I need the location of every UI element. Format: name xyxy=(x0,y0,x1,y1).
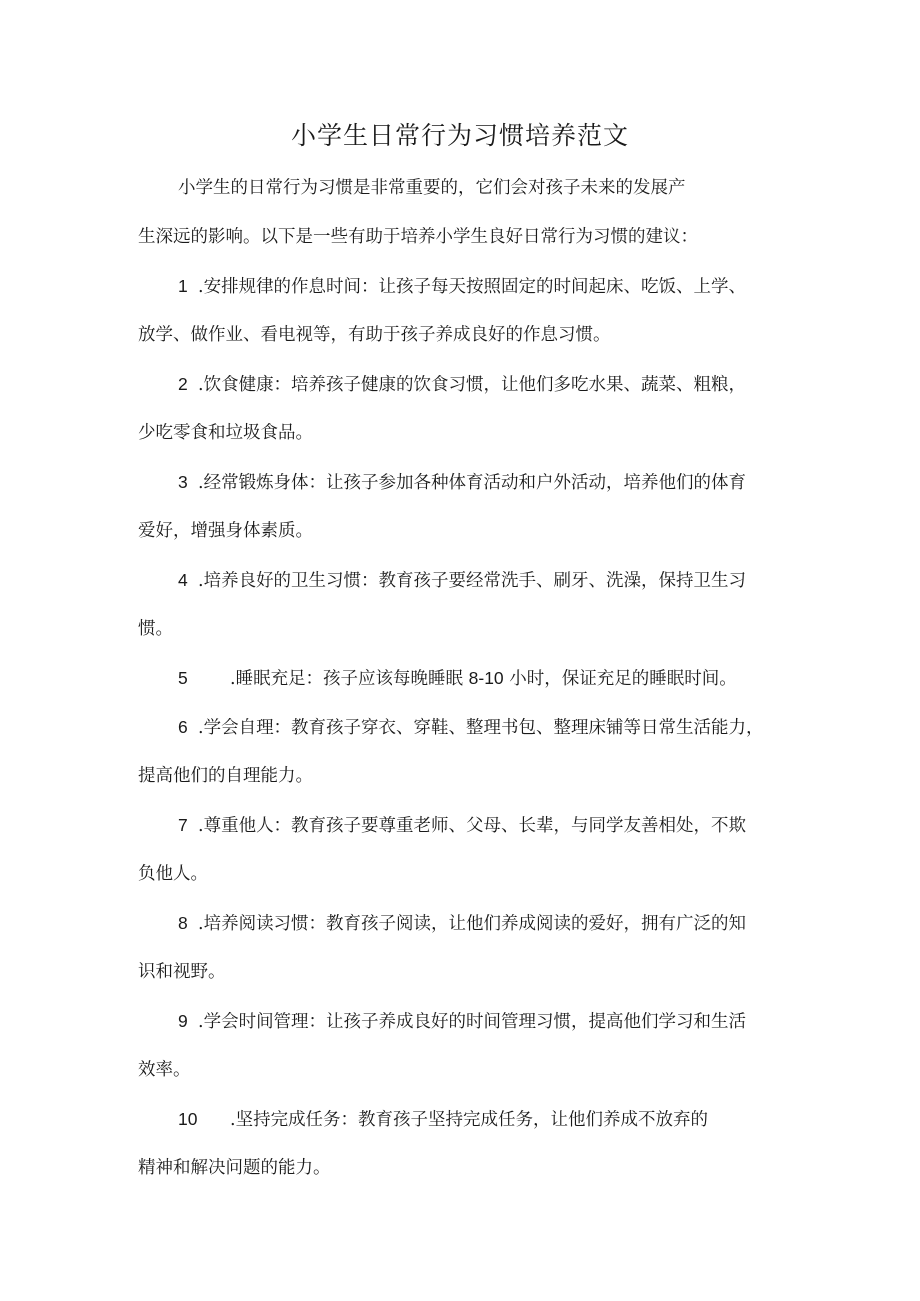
item-text: .坚持完成任务：教育孩子坚持完成任务，让他们养成不放弃的 xyxy=(230,1110,709,1130)
item-text: .尊重他人：教育孩子要尊重老师、父母、长辈，与同学友善相处，不欺 xyxy=(198,816,747,836)
item-text: .培养良好的卫生习惯：教育孩子要经常洗手、刷牙、洗澡，保持卫生习 xyxy=(198,571,747,591)
item-number: 3 xyxy=(178,472,188,492)
item-text-hours: 8-10 xyxy=(468,668,504,688)
list-item-7-cont: 负他人。 xyxy=(138,864,208,884)
list-item-9-cont: 效率。 xyxy=(138,1060,191,1080)
item-text-tail: 小时，保证充足的睡眠时间。 xyxy=(509,669,737,689)
list-item-6-cont: 提高他们的自理能力。 xyxy=(138,766,313,786)
item-number: 8 xyxy=(178,913,188,933)
item-text: .饮食健康：培养孩子健康的饮食习惯，让他们多吃水果、蔬菜、粗粮， xyxy=(198,375,747,395)
item-text: .学会自理：教育孩子穿衣、穿鞋、整理书包、整理床铺等日常生活能力， xyxy=(198,718,764,738)
list-item-1 xyxy=(178,273,746,300)
item-number: 7 xyxy=(178,815,188,835)
list-item-2 xyxy=(178,371,746,398)
item-text: .经常锻炼身体：让孩子参加各种体育活动和户外活动，培养他们的体育 xyxy=(198,473,747,493)
item-number: 2 xyxy=(178,374,188,394)
page-title: 小学生日常行为习惯培养范文 xyxy=(290,121,629,150)
item-number: 4 xyxy=(178,570,188,590)
item-text: .学会时间管理：让孩子养成良好的时间管理习惯，提高他们学习和生活 xyxy=(198,1012,747,1032)
list-item-10 xyxy=(178,1106,708,1133)
list-item-3-cont: 爱好，增强身体素质。 xyxy=(138,521,313,541)
list-item-4 xyxy=(178,567,746,594)
list-item-2-cont: 少吃零食和垃圾食品。 xyxy=(138,423,313,443)
list-item-3 xyxy=(178,469,746,496)
item-number: 10 xyxy=(178,1109,198,1129)
item-number: 1 xyxy=(178,276,188,296)
list-item-7 xyxy=(178,812,746,839)
intro-line-1: 小学生的日常行为习惯是非常重要的，它们会对孩子未来的发展产 xyxy=(178,178,686,198)
list-item-9 xyxy=(178,1008,746,1035)
list-item-1-cont: 放学、做作业、看电视等，有助于孩子养成良好的作息习惯。 xyxy=(138,325,611,345)
intro-line-2: 生深远的影响。以下是一些有助于培养小学生良好日常行为习惯的建议： xyxy=(138,227,698,247)
item-text: .安排规律的作息时间：让孩子每天按照固定的时间起床、吃饭、上学、 xyxy=(198,277,747,297)
item-text: .睡眠充足：孩子应该每晚睡眠 xyxy=(230,669,464,689)
list-item-8-cont: 识和视野。 xyxy=(138,962,226,982)
item-number: 5 xyxy=(178,668,188,688)
list-item-10-cont: 精神和解决问题的能力。 xyxy=(138,1158,331,1178)
list-item-8 xyxy=(178,910,746,937)
item-number: 9 xyxy=(178,1011,188,1031)
list-item-6 xyxy=(178,714,764,741)
list-item-5 xyxy=(178,665,737,692)
item-number: 6 xyxy=(178,717,188,737)
list-item-4-cont: 惯。 xyxy=(138,619,173,639)
item-text: .培养阅读习惯：教育孩子阅读，让他们养成阅读的爱好，拥有广泛的知 xyxy=(198,914,747,934)
